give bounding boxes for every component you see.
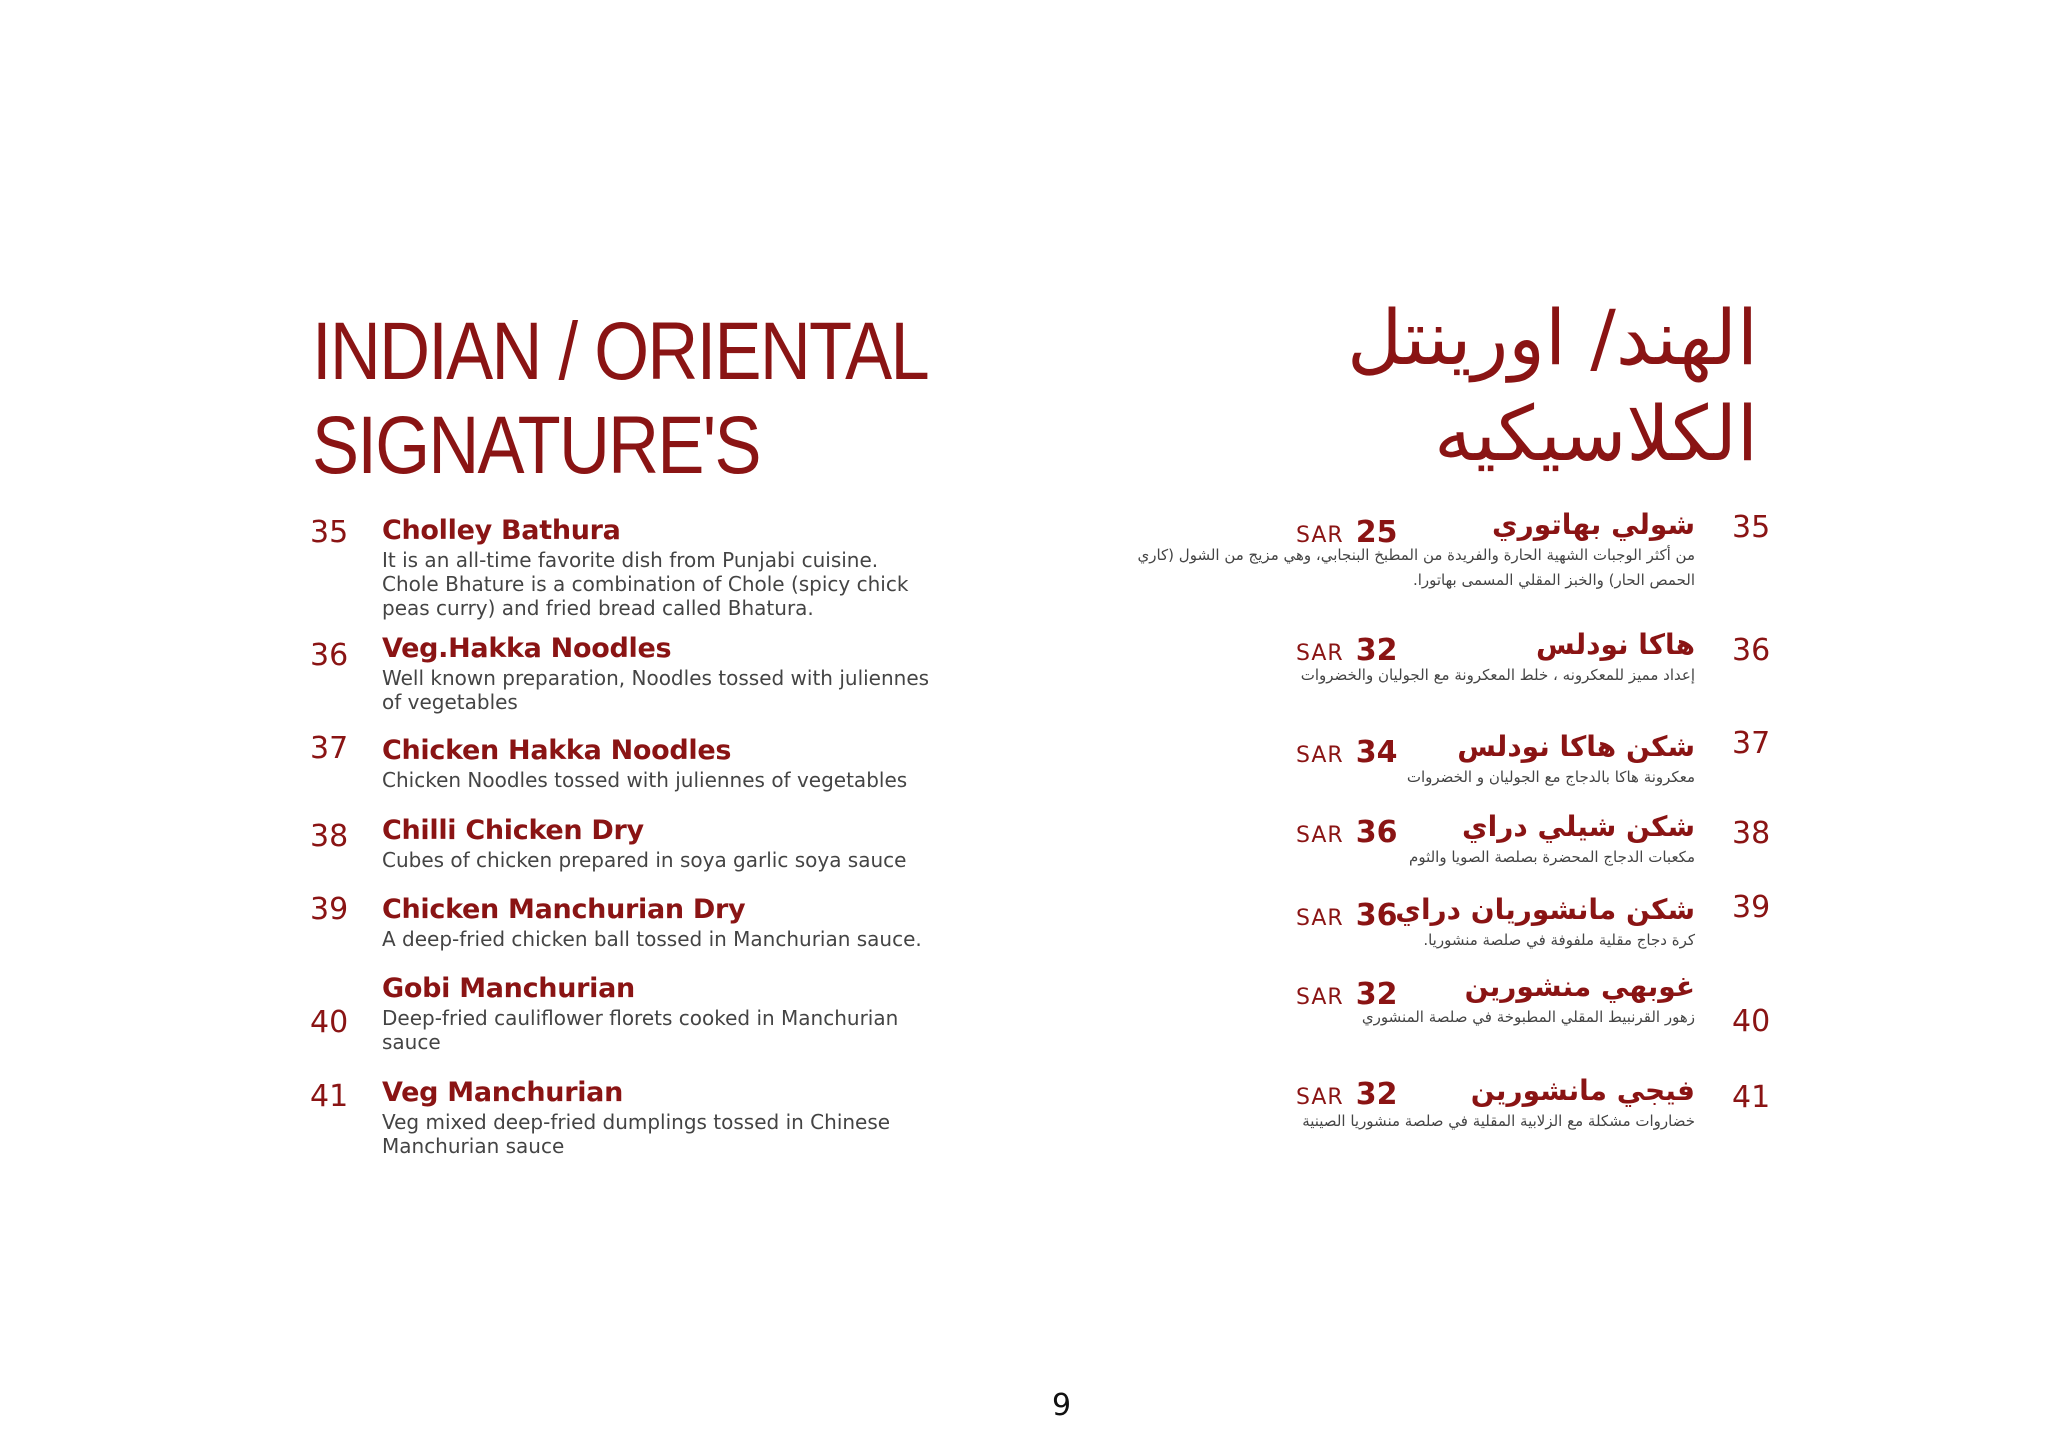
item-name: Cholley Bathura <box>382 515 621 546</box>
item-description <box>382 768 942 792</box>
description-line: It is an all-time favorite dish from Punjabi cuisine. <box>382 548 879 572</box>
item-name: Chicken Hakka Noodles <box>382 735 732 766</box>
item-description <box>995 663 1695 688</box>
description-line: خضاروات مشكلة مع الزلابية المقلية في صلصة منشوريا الصينية <box>1302 1112 1695 1130</box>
price-value: 32 <box>1355 1077 1398 1112</box>
description-line: of vegetables <box>382 690 518 714</box>
item-name: Gobi Manchurian <box>382 973 635 1004</box>
item-name: غوبهي منشورين <box>1464 970 1695 1003</box>
item-number: 37 <box>1732 726 1771 761</box>
item-name: Veg.Hakka Noodles <box>382 633 672 664</box>
currency-label: SAR <box>1296 1085 1344 1110</box>
menu-item-ar <box>995 1074 1695 1134</box>
description-line: Veg mixed deep-fried dumplings tossed in Chinese <box>382 1110 891 1134</box>
item-number: 35 <box>310 515 349 550</box>
page-number-value: 9 <box>1052 1388 1072 1423</box>
description-line: زهور القرنبيط المقلي المطبوخة في صلصة المنشوري <box>1361 1008 1695 1026</box>
item-name: هاكا نودلس <box>1535 628 1695 661</box>
item-name: Chilli Chicken Dry <box>382 815 644 846</box>
item-description <box>995 1005 1695 1030</box>
description-line: A deep-fried chicken ball tossed in Manchurian sauce. <box>382 927 922 951</box>
description-line: الحمص الحار) والخبز المقلي المسمى بهاتورا. <box>1412 571 1695 589</box>
menu-item-ar <box>995 508 1695 593</box>
menu-item-ar <box>995 628 1695 688</box>
price-value: 32 <box>1355 977 1398 1012</box>
item-number: 40 <box>1732 1004 1771 1039</box>
description-line: إعداد مميز للمعكرونه ، خلط المعكرونة مع الجوليان والخضروات <box>1300 666 1695 684</box>
arabic-title-line2: الكلاسيكيه <box>1434 389 1758 478</box>
item-description <box>995 1109 1695 1134</box>
menu-item-ar <box>995 810 1695 870</box>
item-description <box>995 928 1695 953</box>
menu-item-ar <box>995 893 1695 953</box>
description-line: Chole Bhature is a combination of Chole (spicy chick <box>382 572 909 596</box>
item-number: 38 <box>310 819 349 854</box>
item-description <box>382 548 942 620</box>
item-name: Veg Manchurian <box>382 1077 624 1108</box>
english-title-line1: INDIAN / ORIENTAL <box>312 306 928 397</box>
price-value: 36 <box>1355 898 1398 933</box>
item-name: شولي بهاتوري <box>1491 508 1695 541</box>
item-number: 38 <box>1732 816 1771 851</box>
currency-label: SAR <box>1296 523 1344 548</box>
currency-label: SAR <box>1296 906 1344 931</box>
arabic-title <box>1158 290 1758 482</box>
description-line: peas curry) and fried bread called Bhatura. <box>382 596 814 620</box>
item-name: Chicken Manchurian Dry <box>382 894 746 925</box>
item-number: 35 <box>1732 510 1771 545</box>
item-description <box>382 666 942 714</box>
description-line: كرة دجاج مقلية ملفوفة في صلصة منشوريا. <box>1423 931 1695 949</box>
description-line: Well known preparation, Noodles tossed with juliennes <box>382 666 930 690</box>
item-name: شكن هاكا نودلس <box>1457 730 1695 763</box>
currency-label: SAR <box>1296 823 1344 848</box>
price-value: 25 <box>1355 515 1398 550</box>
english-title <box>312 305 928 493</box>
arabic-title-line1: الهند/ اورينتل <box>1347 293 1758 382</box>
description-line: مكعبات الدجاج المحضرة بصلصة الصويا والثوم <box>1409 848 1695 866</box>
description-line: sauce <box>382 1030 441 1054</box>
price-value: 36 <box>1355 815 1398 850</box>
description-line: Cubes of chicken prepared in soya garlic soya sauce <box>382 848 907 872</box>
currency-label: SAR <box>1296 743 1344 768</box>
item-description <box>382 927 942 951</box>
item-number: 41 <box>1732 1080 1771 1115</box>
description-line: Deep-fried cauliflower florets cooked in Manchurian <box>382 1006 899 1030</box>
item-number: 36 <box>1732 633 1771 668</box>
item-description <box>382 848 942 872</box>
item-description <box>995 845 1695 870</box>
currency-label: SAR <box>1296 641 1344 666</box>
english-title-line2: SIGNATURE'S <box>312 400 760 491</box>
item-number: 41 <box>310 1079 349 1114</box>
item-number: 40 <box>310 1005 349 1040</box>
description-line: Chicken Noodles tossed with juliennes of vegetables <box>382 768 908 792</box>
item-name: فيجي مانشورين <box>1470 1074 1695 1107</box>
currency-label: SAR <box>1296 985 1344 1010</box>
item-number: 39 <box>310 892 349 927</box>
item-number: 37 <box>310 731 349 766</box>
description-line: من أكثر الوجبات الشهية الحارة والفريدة من المطبخ البنجابي، وهي مزيج من الشول (كاري <box>1137 546 1695 564</box>
description-line: معكرونة هاكا بالدجاج مع الجوليان و الخضروات <box>1406 768 1695 786</box>
description-line: Manchurian sauce <box>382 1134 565 1158</box>
price-value: 32 <box>1355 633 1398 668</box>
item-number: 36 <box>310 638 349 673</box>
item-description <box>382 1110 942 1158</box>
item-description <box>995 765 1695 790</box>
menu-item-ar <box>995 730 1695 790</box>
item-number: 39 <box>1732 890 1771 925</box>
menu-item-ar <box>995 970 1695 1030</box>
item-name: شكن شيلي دراي <box>1462 810 1695 843</box>
price-value: 34 <box>1355 735 1398 770</box>
item-description <box>995 543 1695 593</box>
item-name: شكن مانشوريان دراي <box>1395 893 1695 926</box>
item-description <box>382 1006 942 1054</box>
